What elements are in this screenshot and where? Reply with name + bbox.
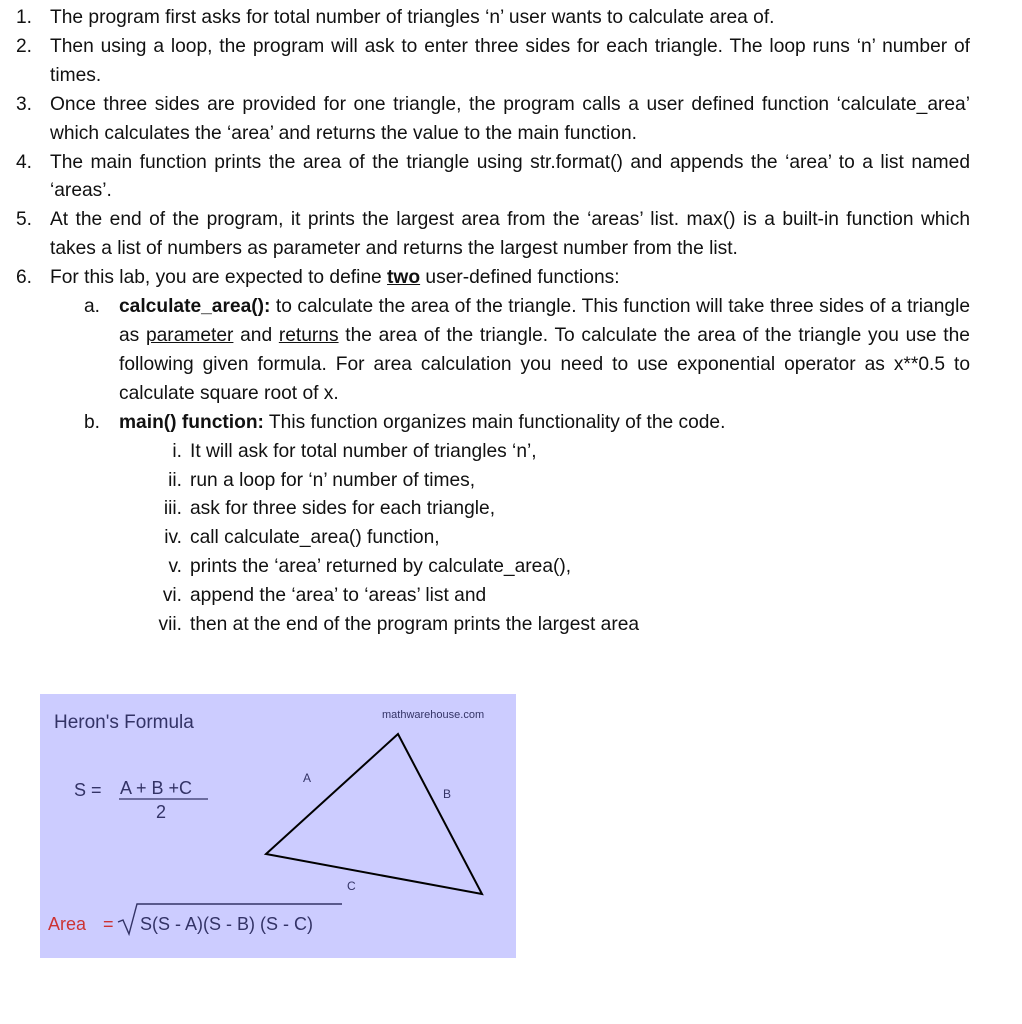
underlined-returns: returns <box>278 324 339 346</box>
item-text: The program first asks for total number of triangles ‘n’ user wants to calculate area of. <box>50 7 775 28</box>
roman-item <box>0 611 1022 640</box>
item-number: 4. <box>16 151 33 173</box>
side-c-label: C <box>347 879 356 893</box>
roman-number: vi. <box>162 585 182 607</box>
item-number: 2. <box>16 35 33 57</box>
area-expression: S(S - A)(S - B) (S - C) <box>140 914 313 934</box>
roman-number: iii. <box>163 498 182 520</box>
sub-item-text: This function organizes main functionality of the code. <box>263 411 726 433</box>
roman-number: v. <box>168 556 182 578</box>
roman-text: call calculate_area() function, <box>190 527 440 549</box>
list-item <box>0 33 1022 91</box>
roman-number: iv. <box>164 527 182 549</box>
s-numerator: A + B +C <box>120 778 193 798</box>
herons-formula-diagram <box>40 694 516 958</box>
item-text: Then using a loop, the program will ask to enter three sides for each triangle. The loop runs ‘n’ number of times. <box>50 35 970 86</box>
roman-item <box>0 582 1022 611</box>
roman-item <box>0 495 1022 524</box>
item-number: 5. <box>16 209 33 231</box>
instructions <box>0 4 1022 640</box>
item-text: Once three sides are provided for one triangle, the program calls a user defined function ‘calculate_area’ which calculates the ‘area’ and returns the value to the main function. <box>50 93 970 144</box>
side-a-label: A <box>303 771 312 785</box>
s-label: S = <box>74 780 102 800</box>
sub-item-letter: b. <box>84 411 101 433</box>
item-text: At the end of the program, it prints the largest area from the ‘areas’ list. max() is a built-in function which takes a list of numbers as parameter and returns the largest number from the list. <box>50 209 970 260</box>
roman-item <box>0 438 1022 467</box>
sub-item-calculate-area <box>0 293 1022 409</box>
list-item <box>0 91 1022 149</box>
item-text-after: user-defined functions: <box>420 267 620 289</box>
roman-number: vii. <box>158 614 182 636</box>
roman-text: then at the end of the program prints the largest area <box>190 614 640 636</box>
list-item <box>0 206 1022 264</box>
sub-item-text: the area of the triangle. To calculate the area of the triangle you use the following given formula. For area calculation you need to use exponential operator as x**0.5 to calculate square root of x. <box>119 324 970 404</box>
sub-item-title: main() function: <box>119 411 264 433</box>
sub-item-text: and <box>233 324 279 346</box>
roman-number: ii. <box>168 469 182 491</box>
item-number: 3. <box>16 93 33 115</box>
herons-formula-figure <box>40 694 516 958</box>
sub-item-letter: a. <box>84 296 101 318</box>
roman-text: ask for three sides for each triangle, <box>190 498 496 520</box>
roman-item <box>0 524 1022 553</box>
roman-text: append the ‘area’ to ‘areas’ list and <box>190 585 487 607</box>
triangle-shape <box>266 734 482 894</box>
sub-item-title: calculate_area(): <box>119 296 271 318</box>
item-text-before: For this lab, you are expected to define <box>50 267 388 289</box>
area-label: Area <box>48 914 87 934</box>
item-emphasis: two <box>387 267 421 289</box>
roman-text: run a loop for ‘n’ number of times, <box>190 469 476 491</box>
list-item <box>0 4 1022 33</box>
figure-title: Heron's Formula <box>54 712 194 733</box>
roman-text: It will ask for total number of triangles ‘n’, <box>190 440 537 462</box>
list-item <box>0 149 1022 207</box>
side-b-label: B <box>443 787 452 801</box>
roman-text: prints the ‘area’ returned by calculate_area(), <box>190 556 572 578</box>
sub-item-main-function <box>0 409 1022 438</box>
s-denominator: 2 <box>156 802 167 822</box>
item-number: 6. <box>16 267 33 289</box>
roman-number: i. <box>172 440 182 462</box>
item-text: The main function prints the area of the triangle using str.format() and appends the ‘area’ to a list named ‘areas’. <box>50 151 970 202</box>
list-item <box>0 264 1022 293</box>
figure-source: mathwarehouse.com <box>382 709 485 721</box>
item-number: 1. <box>16 7 33 28</box>
roman-item <box>0 553 1022 582</box>
sub-item-text: to calculate the area of the triangle. This function will take three sides of a triangle as <box>119 296 970 346</box>
area-equals: = <box>103 914 114 934</box>
underlined-parameter: parameter <box>145 324 234 346</box>
roman-item <box>0 467 1022 496</box>
